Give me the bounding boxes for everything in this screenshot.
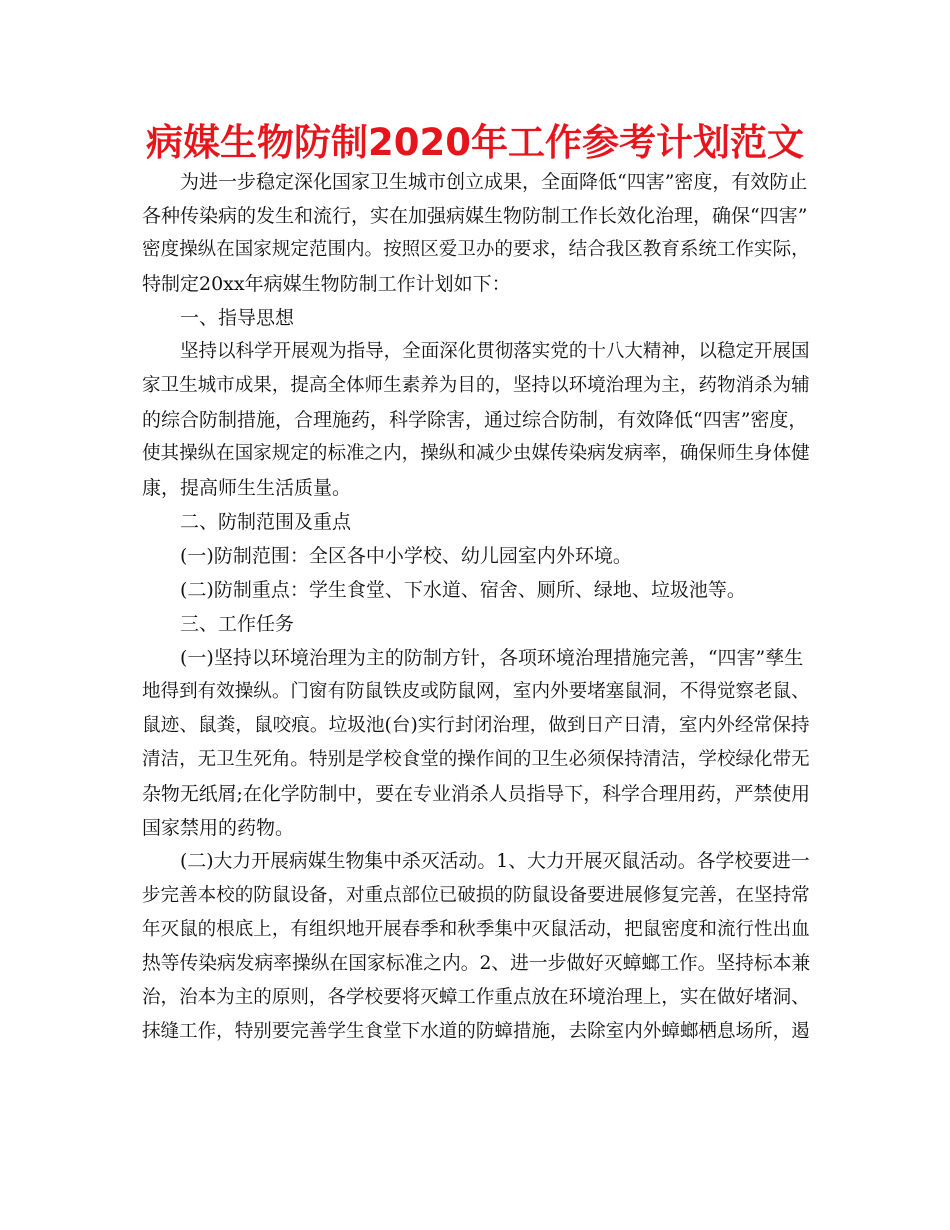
- text-line: (一)坚持以环境治理为主的防制方针，各项环境治理措施完善，“四害”孳生: [180, 647, 804, 669]
- text-line: 国家禁用的药物。: [142, 817, 295, 839]
- text-line: 治，治本为主的原则，各学校要将灭蟑工作重点放在环境治理上，实在做好堵洞、: [142, 987, 810, 1008]
- text-line: 鼠迹、鼠粪，鼠咬痕。垃圾池(台)实行封闭治理，做到日产日清，室内外经常保持: [142, 715, 810, 736]
- text-line: 特制定20xx年病媒生物防制工作计划如下：: [142, 273, 511, 295]
- text-line: 三、工作任务: [180, 613, 295, 635]
- text-line: 的综合防制措施，合理施药，科学除害，通过综合防制，有效降低“四害”密度，: [142, 409, 808, 431]
- text-line: (二)防制重点：学生食堂、下水道、宿舍、厕所、绿地、垃圾池等。: [180, 579, 746, 601]
- document-title: 病媒生物防制2020年工作参考计划范文: [146, 121, 804, 164]
- text-line: 坚持以科学开展观为指导，全面深化贯彻落实党的十八大精神，以稳定开展国: [180, 341, 810, 362]
- text-line: 年灭鼠的根底上，有组织地开展春季和秋季集中灭鼠活动，把鼠密度和流行性出血: [142, 919, 810, 940]
- text-line: 一、指导思想: [180, 307, 295, 329]
- text-line: 步完善本校的防鼠设备，对重点部位已破损的防鼠设备要进展修复完善，在坚持常: [142, 885, 810, 906]
- text-line: 使其操纵在国家规定的标准之内，操纵和减少虫媒传染病发病率，确保师生身体健: [142, 443, 810, 464]
- text-line: 为进一步稳定深化国家卫生城市创立成果，全面降低“四害”密度，有效防止: [180, 171, 808, 193]
- text-line: 密度操纵在国家规定范围内。按照区爱卫办的要求，结合我区教育系统工作实际，: [142, 239, 810, 260]
- text-line: 杂物无纸屑;在化学防制中，要在专业消杀人员指导下，科学合理用药，严禁使用: [142, 783, 811, 805]
- text-line: 热等传染病发病率操纵在国家标准之内。2、进一步做好灭蟑螂工作。坚持标本兼: [142, 953, 811, 974]
- text-line: 抹缝工作，特别要完善学生食堂下水道的防蟑措施，去除室内外蟑螂栖息场所，遏: [142, 1021, 810, 1042]
- text-line: (二)大力开展病媒生物集中杀灭活动。1、大力开展灭鼠活动。各学校要进一: [180, 851, 810, 872]
- text-line: 二、防制范围及重点: [180, 511, 352, 533]
- text-line: (一)防制范围：全区各中小学校、幼儿园室内外环境。: [180, 545, 632, 567]
- text-line: 康，提高师生生活质量。: [142, 477, 352, 499]
- text-line: 家卫生城市成果，提高全体师生素养为目的，坚持以环境治理为主，药物消杀为辅: [142, 375, 810, 396]
- document-body: [142, 165, 810, 1049]
- text-line: 各种传染病的发生和流行，实在加强病媒生物防制工作长效化治理，确保“四害”: [142, 205, 808, 227]
- text-line: 清洁，无卫生死角。特别是学校食堂的操作间的卫生必须保持清洁，学校绿化带无: [142, 749, 810, 770]
- text-line: 地得到有效操纵。门窗有防鼠铁皮或防鼠网，室内外要堵塞鼠洞，不得觉察老鼠、: [142, 681, 810, 702]
